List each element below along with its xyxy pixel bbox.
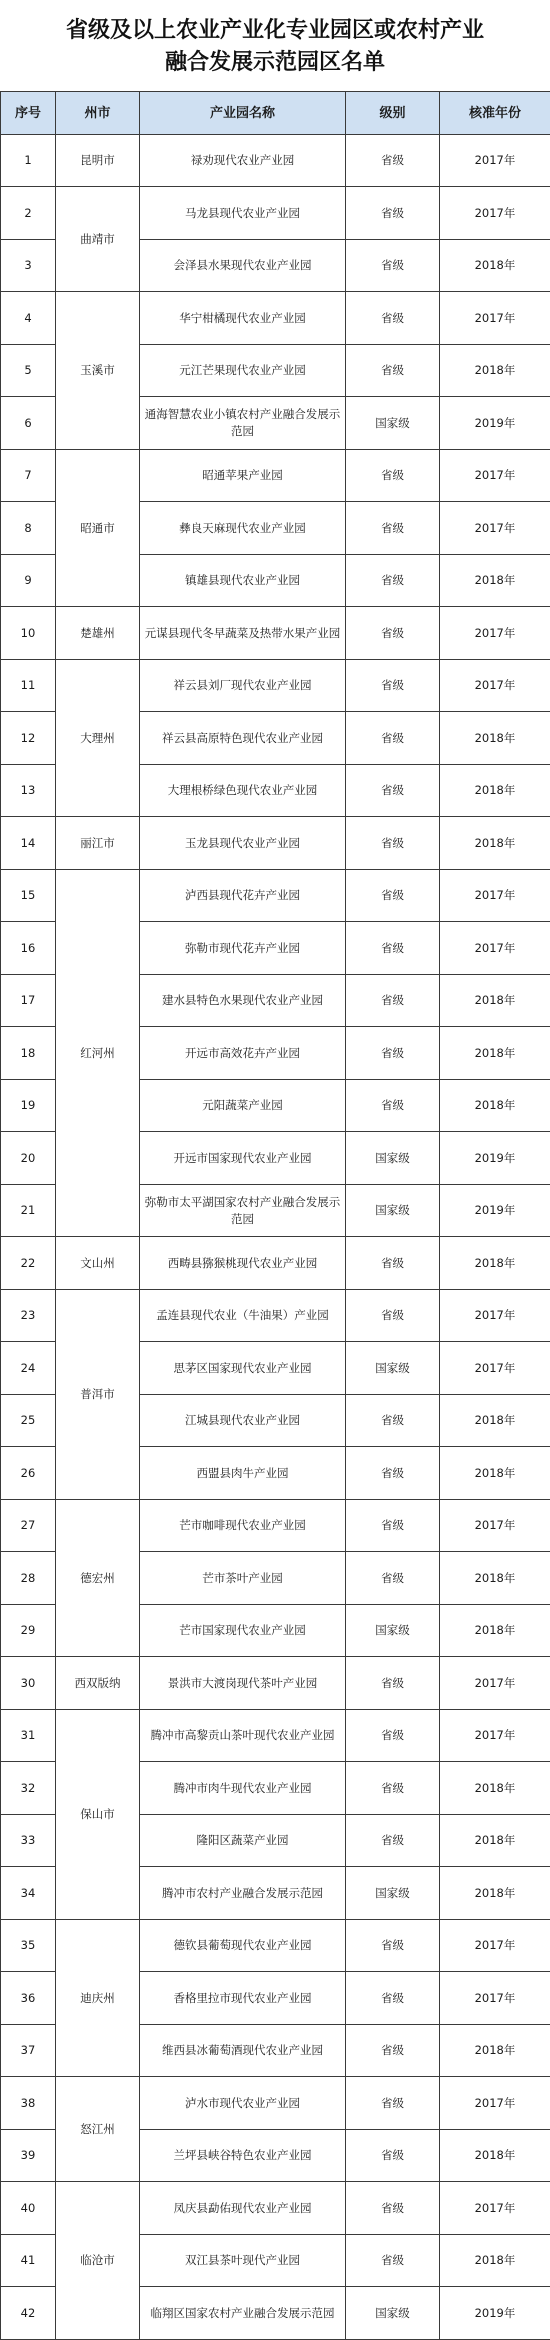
cell-park-name: 双江县茶叶现代产业园 xyxy=(140,2235,346,2287)
cell-park-name: 芒市国家现代农业产业园 xyxy=(140,1605,346,1657)
cell-no: 12 xyxy=(1,712,56,765)
cell-park-name: 彝良天麻现代农业产业园 xyxy=(140,502,346,555)
cell-no: 37 xyxy=(1,2025,56,2077)
cell-prefecture: 临沧市 xyxy=(56,2182,140,2340)
document-title xyxy=(0,0,550,91)
cell-no: 8 xyxy=(1,502,56,555)
cell-level: 省级 xyxy=(346,1762,440,1815)
cell-park-name: 隆阳区蔬菜产业园 xyxy=(140,1815,346,1867)
cell-park-name: 泸西县现代花卉产业园 xyxy=(140,870,346,922)
cell-level: 国家级 xyxy=(346,1132,440,1185)
table-row xyxy=(1,292,550,345)
cell-year: 2019年 xyxy=(440,1185,550,1237)
cell-park-name: 华宁柑橘现代农业产业园 xyxy=(140,292,346,345)
cell-park-name: 祥云县刘厂现代农业产业园 xyxy=(140,660,346,712)
cell-year: 2018年 xyxy=(440,975,550,1027)
cell-year: 2017年 xyxy=(440,1342,550,1395)
cell-park-name: 泸水市现代农业产业园 xyxy=(140,2077,346,2130)
cell-year: 2017年 xyxy=(440,502,550,555)
cell-level: 省级 xyxy=(346,1027,440,1080)
cell-level: 省级 xyxy=(346,450,440,502)
header-level: 级别 xyxy=(346,92,440,135)
cell-level: 省级 xyxy=(346,345,440,397)
cell-level: 省级 xyxy=(346,765,440,817)
cell-park-name: 大理根桥绿色现代农业产业园 xyxy=(140,765,346,817)
cell-year: 2018年 xyxy=(440,1762,550,1815)
cell-level: 省级 xyxy=(346,2130,440,2182)
cell-year: 2018年 xyxy=(440,765,550,817)
cell-prefecture: 红河州 xyxy=(56,870,140,1237)
cell-park-name: 香格里拉市现代农业产业园 xyxy=(140,1972,346,2025)
cell-no: 30 xyxy=(1,1657,56,1710)
cell-level: 省级 xyxy=(346,1447,440,1500)
cell-park-name: 腾冲市农村产业融合发展示范园 xyxy=(140,1867,346,1920)
cell-no: 28 xyxy=(1,1552,56,1605)
table-row xyxy=(1,135,550,187)
cell-level: 省级 xyxy=(346,1552,440,1605)
cell-year: 2018年 xyxy=(440,1605,550,1657)
cell-level: 省级 xyxy=(346,660,440,712)
cell-park-name: 临翔区国家农村产业融合发展示范园 xyxy=(140,2287,346,2340)
cell-year: 2019年 xyxy=(440,397,550,450)
cell-no: 25 xyxy=(1,1395,56,1447)
cell-level: 省级 xyxy=(346,1500,440,1552)
cell-level: 国家级 xyxy=(346,2287,440,2340)
cell-year: 2019年 xyxy=(440,2287,550,2340)
cell-no: 32 xyxy=(1,1762,56,1815)
cell-no: 41 xyxy=(1,2235,56,2287)
table-body xyxy=(1,135,550,2340)
cell-no: 22 xyxy=(1,1237,56,1290)
cell-level: 省级 xyxy=(346,607,440,660)
cell-year: 2017年 xyxy=(440,1920,550,1972)
cell-year: 2018年 xyxy=(440,1447,550,1500)
cell-year: 2018年 xyxy=(440,1867,550,1920)
cell-park-name: 马龙县现代农业产业园 xyxy=(140,187,346,240)
cell-level: 省级 xyxy=(346,1237,440,1290)
table-row xyxy=(1,2077,550,2130)
cell-level: 省级 xyxy=(346,1290,440,1342)
cell-no: 7 xyxy=(1,450,56,502)
cell-park-name: 西盟县肉牛产业园 xyxy=(140,1447,346,1500)
cell-year: 2017年 xyxy=(440,135,550,187)
cell-year: 2018年 xyxy=(440,240,550,292)
cell-year: 2017年 xyxy=(440,187,550,240)
cell-no: 35 xyxy=(1,1920,56,1972)
cell-level: 省级 xyxy=(346,555,440,607)
cell-level: 省级 xyxy=(346,975,440,1027)
cell-no: 26 xyxy=(1,1447,56,1500)
cell-park-name: 维西县冰葡萄酒现代农业产业园 xyxy=(140,2025,346,2077)
cell-level: 国家级 xyxy=(346,1605,440,1657)
cell-year: 2017年 xyxy=(440,2077,550,2130)
table-row xyxy=(1,1500,550,1552)
cell-year: 2017年 xyxy=(440,607,550,660)
cell-park-name: 西畴县猕猴桃现代农业产业园 xyxy=(140,1237,346,1290)
cell-no: 24 xyxy=(1,1342,56,1395)
cell-park-name: 芒市咖啡现代农业产业园 xyxy=(140,1500,346,1552)
cell-prefecture: 昭通市 xyxy=(56,450,140,607)
cell-park-name: 腾冲市高黎贡山茶叶现代农业产业园 xyxy=(140,1710,346,1762)
cell-park-name: 德钦县葡萄现代农业产业园 xyxy=(140,1920,346,1972)
cell-park-name: 开远市高效花卉产业园 xyxy=(140,1027,346,1080)
cell-level: 省级 xyxy=(346,502,440,555)
cell-year: 2017年 xyxy=(440,2182,550,2235)
cell-park-name: 腾冲市肉牛现代农业产业园 xyxy=(140,1762,346,1815)
table-row xyxy=(1,187,550,240)
cell-no: 18 xyxy=(1,1027,56,1080)
cell-no: 33 xyxy=(1,1815,56,1867)
cell-no: 6 xyxy=(1,397,56,450)
cell-year: 2018年 xyxy=(440,1395,550,1447)
cell-year: 2018年 xyxy=(440,1080,550,1132)
cell-year: 2018年 xyxy=(440,2130,550,2182)
cell-no: 5 xyxy=(1,345,56,397)
cell-year: 2018年 xyxy=(440,2235,550,2287)
cell-prefecture: 德宏州 xyxy=(56,1500,140,1657)
header-row xyxy=(1,92,550,135)
cell-year: 2017年 xyxy=(440,450,550,502)
table-row xyxy=(1,1237,550,1290)
cell-no: 2 xyxy=(1,187,56,240)
cell-park-name: 芒市茶叶产业园 xyxy=(140,1552,346,1605)
table-row xyxy=(1,2182,550,2235)
cell-no: 14 xyxy=(1,817,56,870)
cell-no: 13 xyxy=(1,765,56,817)
cell-year: 2018年 xyxy=(440,555,550,607)
table-row xyxy=(1,1920,550,1972)
cell-park-name: 凤庆县勐佑现代农业产业园 xyxy=(140,2182,346,2235)
cell-year: 2017年 xyxy=(440,1710,550,1762)
cell-level: 省级 xyxy=(346,870,440,922)
cell-level: 省级 xyxy=(346,2235,440,2287)
title-line-2: 融合发展示范园区名单 xyxy=(165,46,385,78)
header-year: 核准年份 xyxy=(440,92,550,135)
cell-park-name: 景洪市大渡岗现代茶叶产业园 xyxy=(140,1657,346,1710)
cell-no: 27 xyxy=(1,1500,56,1552)
title-line-1: 省级及以上农业产业化专业园区或农村产业 xyxy=(66,14,484,46)
cell-prefecture: 怒江州 xyxy=(56,2077,140,2182)
cell-year: 2018年 xyxy=(440,2025,550,2077)
table-row xyxy=(1,607,550,660)
park-list-table xyxy=(0,91,550,2340)
cell-level: 省级 xyxy=(346,817,440,870)
cell-year: 2018年 xyxy=(440,1815,550,1867)
cell-no: 23 xyxy=(1,1290,56,1342)
cell-park-name: 元谋县现代冬早蔬菜及热带水果产业园 xyxy=(140,607,346,660)
cell-no: 10 xyxy=(1,607,56,660)
cell-level: 国家级 xyxy=(346,1342,440,1395)
cell-no: 15 xyxy=(1,870,56,922)
table-row xyxy=(1,1657,550,1710)
header-prefecture: 州市 xyxy=(56,92,140,135)
cell-prefecture: 丽江市 xyxy=(56,817,140,870)
cell-park-name: 昭通苹果产业园 xyxy=(140,450,346,502)
cell-level: 省级 xyxy=(346,1657,440,1710)
cell-level: 国家级 xyxy=(346,397,440,450)
cell-prefecture: 玉溪市 xyxy=(56,292,140,450)
cell-prefecture: 曲靖市 xyxy=(56,187,140,292)
cell-level: 省级 xyxy=(346,1920,440,1972)
cell-level: 省级 xyxy=(346,1972,440,2025)
cell-no: 9 xyxy=(1,555,56,607)
cell-year: 2017年 xyxy=(440,660,550,712)
cell-prefecture: 楚雄州 xyxy=(56,607,140,660)
cell-no: 36 xyxy=(1,1972,56,2025)
cell-no: 21 xyxy=(1,1185,56,1237)
cell-park-name: 弥勒市现代花卉产业园 xyxy=(140,922,346,975)
cell-park-name: 通海智慧农业小镇农村产业融合发展示范园 xyxy=(140,397,346,450)
cell-prefecture: 文山州 xyxy=(56,1237,140,1290)
header-park-name: 产业园名称 xyxy=(140,92,346,135)
cell-prefecture: 大理州 xyxy=(56,660,140,817)
cell-level: 国家级 xyxy=(346,1867,440,1920)
table-row xyxy=(1,817,550,870)
cell-no: 19 xyxy=(1,1080,56,1132)
cell-year: 2017年 xyxy=(440,292,550,345)
cell-no: 42 xyxy=(1,2287,56,2340)
cell-year: 2018年 xyxy=(440,712,550,765)
cell-year: 2018年 xyxy=(440,817,550,870)
cell-park-name: 兰坪县峡谷特色农业产业园 xyxy=(140,2130,346,2182)
cell-park-name: 祥云县高原特色现代农业产业园 xyxy=(140,712,346,765)
cell-year: 2018年 xyxy=(440,1552,550,1605)
cell-level: 省级 xyxy=(346,1080,440,1132)
cell-no: 1 xyxy=(1,135,56,187)
table-row xyxy=(1,1710,550,1762)
cell-prefecture: 普洱市 xyxy=(56,1290,140,1500)
cell-level: 省级 xyxy=(346,292,440,345)
table-row xyxy=(1,450,550,502)
cell-year: 2017年 xyxy=(440,1972,550,2025)
cell-year: 2018年 xyxy=(440,1237,550,1290)
cell-level: 省级 xyxy=(346,2182,440,2235)
cell-level: 省级 xyxy=(346,1815,440,1867)
cell-prefecture: 迪庆州 xyxy=(56,1920,140,2077)
cell-year: 2017年 xyxy=(440,1500,550,1552)
cell-park-name: 思茅区国家现代农业产业园 xyxy=(140,1342,346,1395)
cell-no: 4 xyxy=(1,292,56,345)
cell-park-name: 禄劝现代农业产业园 xyxy=(140,135,346,187)
cell-year: 2017年 xyxy=(440,1657,550,1710)
cell-park-name: 建水县特色水果现代农业产业园 xyxy=(140,975,346,1027)
cell-no: 38 xyxy=(1,2077,56,2130)
cell-year: 2019年 xyxy=(440,1132,550,1185)
cell-no: 34 xyxy=(1,1867,56,1920)
cell-no: 11 xyxy=(1,660,56,712)
cell-year: 2018年 xyxy=(440,345,550,397)
cell-park-name: 镇雄县现代农业产业园 xyxy=(140,555,346,607)
cell-level: 省级 xyxy=(346,922,440,975)
cell-no: 40 xyxy=(1,2182,56,2235)
cell-no: 31 xyxy=(1,1710,56,1762)
cell-park-name: 元江芒果现代农业产业园 xyxy=(140,345,346,397)
cell-year: 2017年 xyxy=(440,870,550,922)
table-row xyxy=(1,660,550,712)
cell-no: 39 xyxy=(1,2130,56,2182)
cell-level: 省级 xyxy=(346,2025,440,2077)
cell-prefecture: 西双版纳 xyxy=(56,1657,140,1710)
cell-park-name: 开远市国家现代农业产业园 xyxy=(140,1132,346,1185)
cell-park-name: 玉龙县现代农业产业园 xyxy=(140,817,346,870)
cell-no: 16 xyxy=(1,922,56,975)
cell-prefecture: 昆明市 xyxy=(56,135,140,187)
cell-park-name: 孟连县现代农业（牛油果）产业园 xyxy=(140,1290,346,1342)
cell-no: 17 xyxy=(1,975,56,1027)
cell-level: 省级 xyxy=(346,1395,440,1447)
cell-prefecture: 保山市 xyxy=(56,1710,140,1920)
cell-year: 2017年 xyxy=(440,922,550,975)
header-no: 序号 xyxy=(1,92,56,135)
cell-park-name: 弥勒市太平湖国家农村产业融合发展示范园 xyxy=(140,1185,346,1237)
cell-level: 国家级 xyxy=(346,1185,440,1237)
cell-level: 省级 xyxy=(346,1710,440,1762)
cell-level: 省级 xyxy=(346,187,440,240)
cell-level: 省级 xyxy=(346,135,440,187)
table-row xyxy=(1,1290,550,1342)
cell-park-name: 会泽县水果现代农业产业园 xyxy=(140,240,346,292)
cell-no: 20 xyxy=(1,1132,56,1185)
table-row xyxy=(1,870,550,922)
cell-level: 省级 xyxy=(346,712,440,765)
cell-park-name: 江城县现代农业产业园 xyxy=(140,1395,346,1447)
cell-level: 省级 xyxy=(346,240,440,292)
cell-no: 29 xyxy=(1,1605,56,1657)
cell-level: 省级 xyxy=(346,2077,440,2130)
cell-year: 2017年 xyxy=(440,1290,550,1342)
cell-no: 3 xyxy=(1,240,56,292)
cell-year: 2018年 xyxy=(440,1027,550,1080)
cell-park-name: 元阳蔬菜产业园 xyxy=(140,1080,346,1132)
